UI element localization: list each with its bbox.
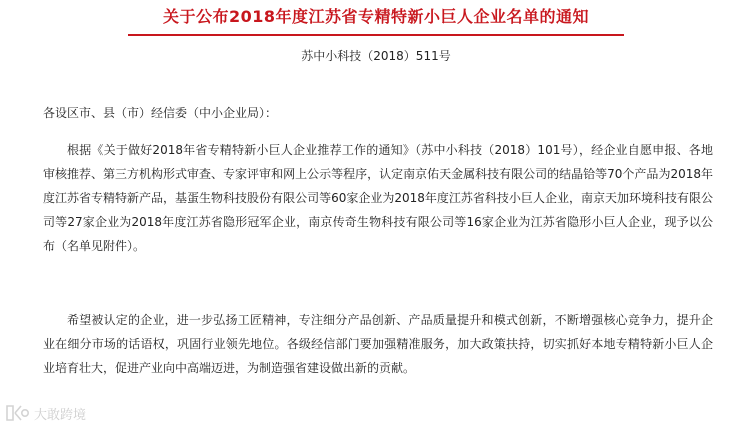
watermark-logo-icon [4, 402, 30, 424]
document-number: 苏中小科技（2018）511号 [301, 49, 451, 63]
title-divider [128, 34, 624, 36]
paragraph-2: 希望被认定的企业，进一步弘扬工匠精神，专注细分产品创新、产品质量提升和模式创新，不断增强核心竞争力，提升企业在细分市场的话语权，巩固行业领先地位。各级经信部门要加强精准服务，加大政策扶持，切实抓好本地专精特新小巨人企业培育壮大，促进产业向中高端迈进，为制造强省建设做出新的贡献。 [43, 313, 713, 375]
paragraph-1: 根据《关于做好2018年省专精特新小巨人企业推荐工作的通知》（苏中小科技（2018）101号），经企业自愿申报、各地审核推荐、第三方机构形式审查、专家评审和网上公示等程序，认定南京佑天金属科技有限公司的结晶铪等70个产品为2018年度江苏省专精特新产品，基蛋生物科技股份有限公司等60家企业为2018年度江苏省科技小巨人企业，南京天加环境科技有限公司等27家企业为2018年度江苏省隐形冠军企业，南京传奇生物科技有限公司等16家企业为江苏省隐形小巨人企业，现予以公布（名单见附件）。 [43, 143, 713, 253]
watermark-text: 大敢跨境 [34, 407, 87, 423]
watermark [4, 402, 86, 424]
salutation: 各设区市、县（市）经信委（中小企业局）： [43, 106, 278, 120]
notice-title: 关于公布2018年度江苏省专精特新小巨人企业名单的通知 [162, 7, 590, 26]
